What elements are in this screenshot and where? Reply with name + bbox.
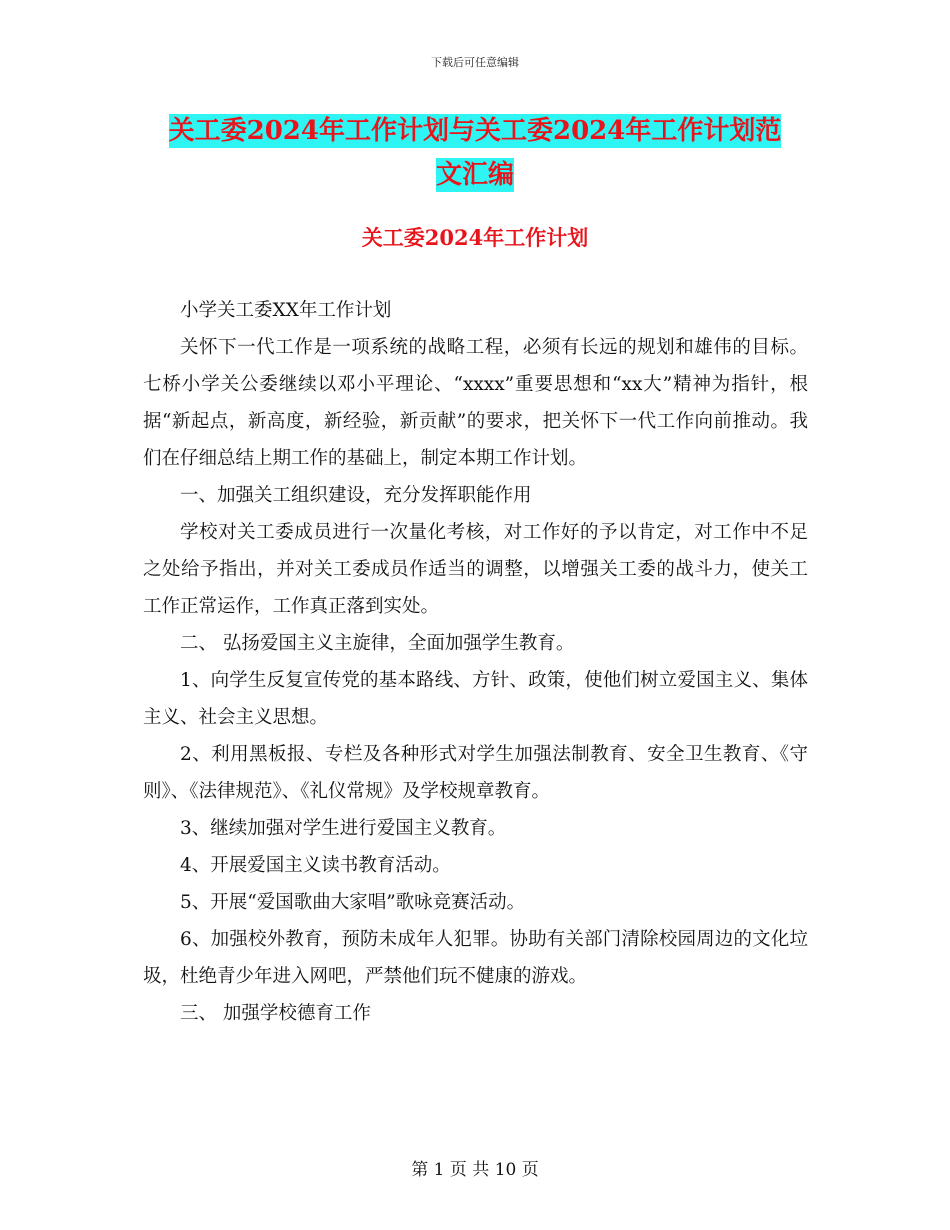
- section-title: 关工委2024年工作计划: [361, 225, 589, 250]
- document-body: [143, 292, 808, 1032]
- page-number-footer: 第 1 页 共 10 页: [411, 1160, 539, 1180]
- document-title-line-1: 关工委2024年工作计划与关工委2024年工作计划范: [168, 116, 782, 146]
- paragraph: 学校对关工委成员进行一次量化考核，对工作好的予以肯定，对工作中不足之处给予指出，并对关工委成员作适当的调整，以增强关工委的战斗力，使关工工作正常运作，工作真正落到实处。: [143, 522, 808, 617]
- paragraph: 小学关工委XX年工作计划: [180, 300, 392, 321]
- paragraph: 6、加强校外教育，预防未成年人犯罪。协助有关部门清除校园周边的文化垃圾，杜绝青少年进入网吧，严禁他们玩不健康的游戏。: [143, 929, 808, 987]
- document-title-line-2: 文汇编: [435, 160, 514, 190]
- paragraph: 一、加强关工组织建设，充分发挥职能作用: [180, 485, 532, 506]
- paragraph: 关怀下一代工作是一项系统的战略工程，必须有长远的规划和雄伟的目标。七桥小学关公委继续以邓小平理论、“xxxx”重要思想和“xx大”精神为指针，根据“新起点，新高度，新经验，新贡献”的要求，把关怀下一代工作向前推动。我们在仔细总结上期工作的基础上，制定本期工作计划。: [143, 337, 808, 469]
- paragraph: 三、 加强学校德育工作: [180, 1003, 371, 1024]
- page-header-note: 下载后可任意编辑: [431, 56, 519, 69]
- paragraph: 二、 弘扬爱国主义主旋律，全面加强学生教育。: [180, 633, 575, 654]
- paragraph: 5、开展“爱国歌曲大家唱”歌咏竞赛活动。: [180, 892, 526, 913]
- paragraph: 2、利用黑板报、专栏及各种形式对学生加强法制教育、安全卫生教育、《守则》、《法律规范》、《礼仪常规》及学校规章教育。: [143, 744, 808, 802]
- paragraph: 1、向学生反复宣传党的基本路线、方针、政策，使他们树立爱国主义、集体主义、社会主义思想。: [143, 670, 808, 728]
- paragraph: 3、继续加强对学生进行爱国主义教育。: [180, 818, 507, 839]
- paragraph: 4、开展爱国主义读书教育活动。: [180, 855, 451, 876]
